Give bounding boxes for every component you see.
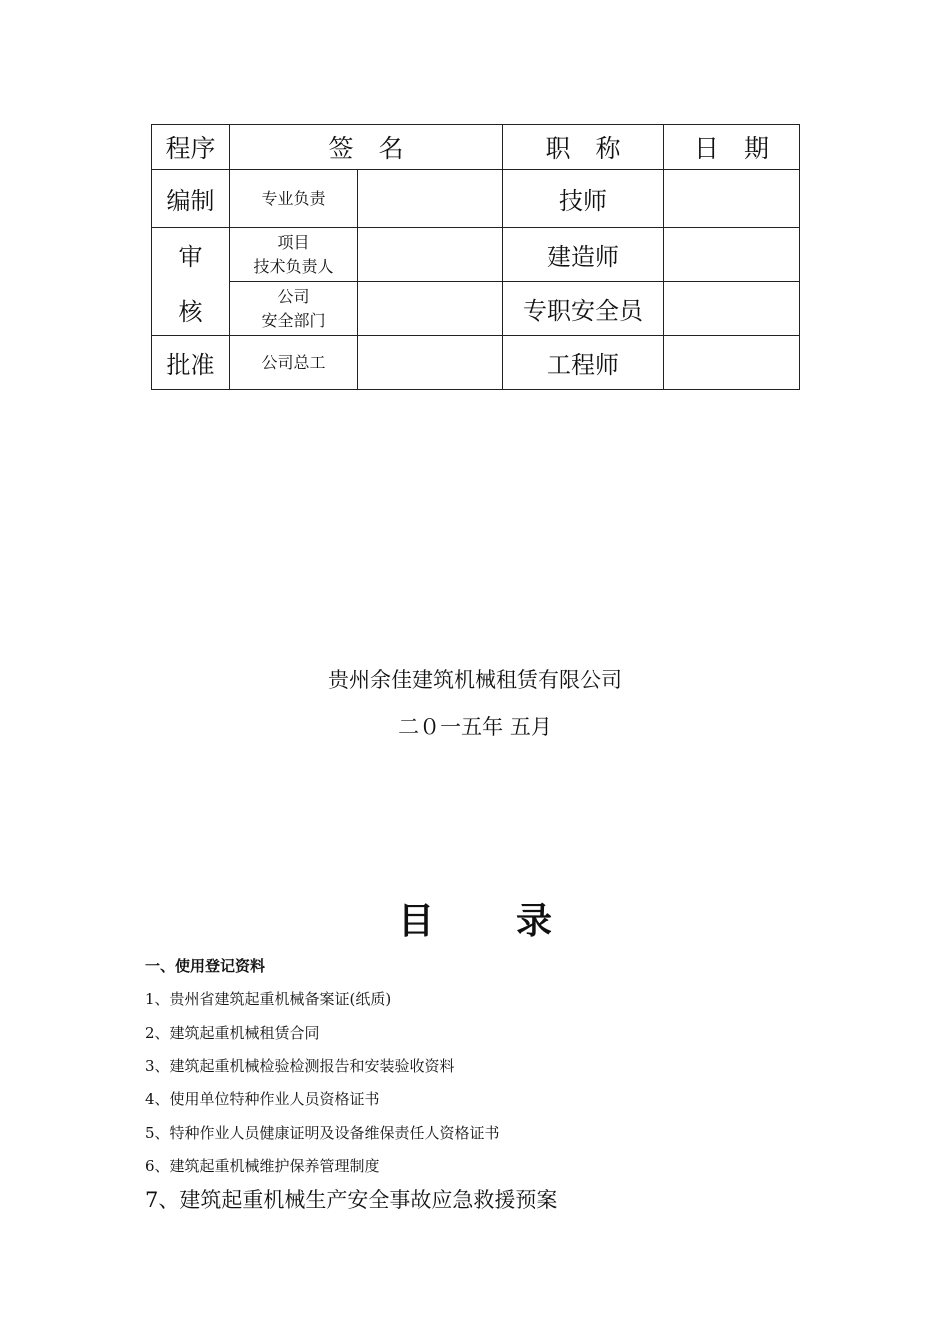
role-compile: 专业负责 [230, 170, 358, 228]
role-review-project [230, 228, 358, 282]
header-procedure: 程序 [152, 125, 230, 170]
date-cell-review-company[interactable] [664, 282, 800, 336]
row-label-approve: 批准 [152, 336, 230, 390]
toc-item[interactable]: 2、建筑起重机械租赁合同 [145, 1024, 320, 1042]
date-cell-review-project[interactable] [664, 228, 800, 282]
review-label-bottom: 核 [178, 297, 203, 326]
title-review-project: 建造师 [503, 228, 664, 282]
document-date: 二０一五年 五月 [398, 715, 552, 739]
header-title: 职 称 [503, 125, 664, 170]
role-review-company-line1: 公司 [277, 286, 310, 306]
toc-item[interactable]: 4、使用单位特种作业人员资格证书 [145, 1090, 380, 1108]
header-date: 日 期 [664, 125, 800, 170]
signature-cell-review-company[interactable] [358, 282, 503, 336]
title-compile: 技师 [503, 170, 664, 228]
role-review-project-line1: 项目 [277, 232, 310, 252]
toc-title-part2: 录 [516, 900, 553, 942]
table-row-review-1 [152, 228, 800, 282]
table-row-compile [152, 170, 800, 228]
date-cell-approve[interactable] [664, 336, 800, 390]
role-review-project-line2: 技术负责人 [253, 256, 334, 276]
table-row-approve [152, 336, 800, 390]
signature-cell-review-project[interactable] [358, 228, 503, 282]
toc-item[interactable]: 5、特种作业人员健康证明及设备维保责任人资格证书 [145, 1124, 500, 1142]
toc-item[interactable]: 6、建筑起重机械维护保养管理制度 [145, 1157, 380, 1175]
row-label-compile: 编制 [152, 170, 230, 228]
toc-item[interactable]: 7、建筑起重机械生产安全事故应急救援预案 [145, 1188, 558, 1212]
approval-table [151, 124, 800, 390]
toc-item[interactable]: 1、贵州省建筑起重机械备案证(纸质) [145, 990, 392, 1008]
role-review-company [230, 282, 358, 336]
signature-cell-approve[interactable] [358, 336, 503, 390]
toc-item[interactable]: 3、建筑起重机械检验检测报告和安装验收资料 [145, 1057, 455, 1075]
toc-section-heading: 一、使用登记资料 [145, 957, 266, 975]
table-row-review-2 [152, 282, 800, 336]
review-label-top: 审 [178, 242, 203, 271]
title-approve: 工程师 [503, 336, 664, 390]
signature-cell-compile[interactable] [358, 170, 503, 228]
row-label-review [152, 228, 230, 336]
company-name: 贵州余佳建筑机械租赁有限公司 [328, 668, 622, 692]
header-signature: 签 名 [230, 125, 503, 170]
table-header-row [152, 125, 800, 170]
date-cell-compile[interactable] [664, 170, 800, 228]
toc-title [0, 893, 950, 944]
title-review-company: 专职安全员 [503, 282, 664, 336]
role-review-company-line2: 安全部门 [261, 310, 326, 330]
role-approve: 公司总工 [230, 336, 358, 390]
toc-title-part1: 目 [397, 900, 434, 942]
